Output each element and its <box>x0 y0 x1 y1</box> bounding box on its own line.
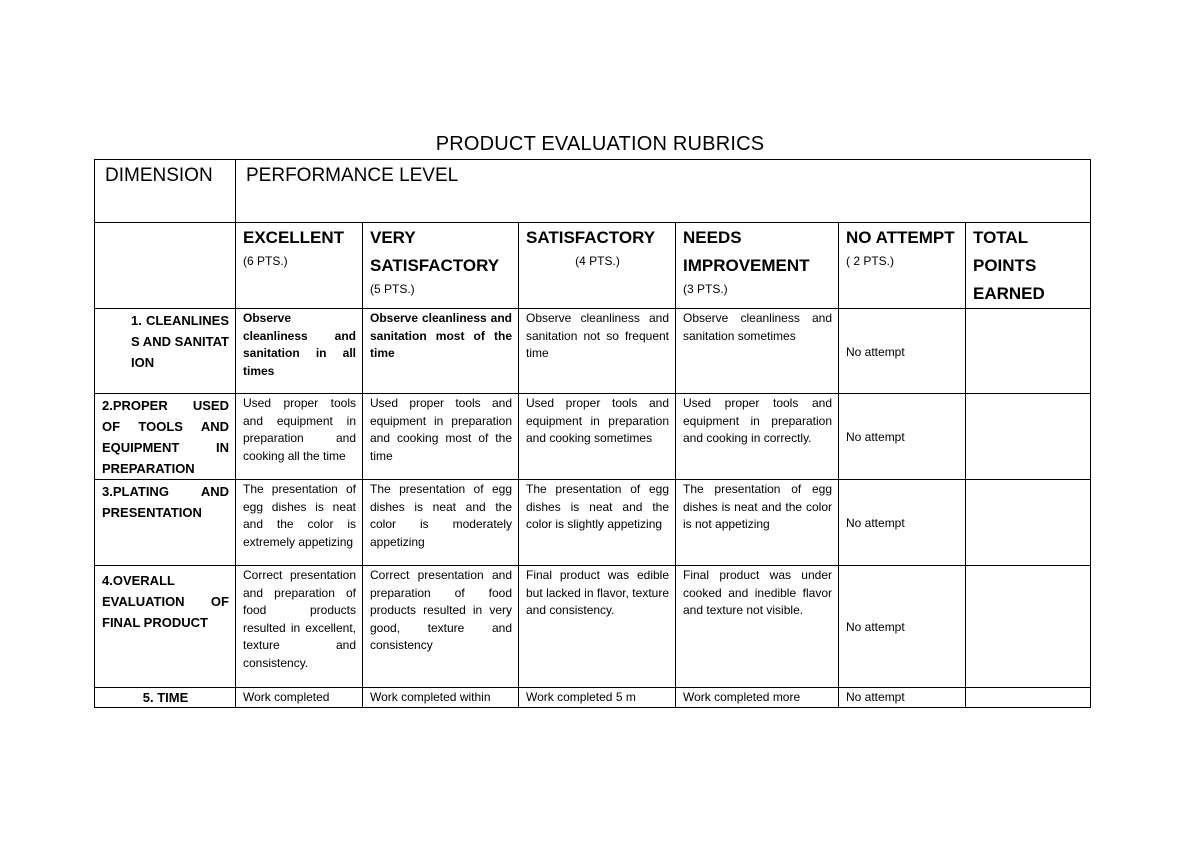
level-needs-improvement <box>676 223 839 309</box>
table-row <box>95 480 1091 566</box>
cell-satisfactory: Used proper tools and equipment in preparation and cooking sometimes <box>519 394 676 480</box>
levels-row <box>95 223 1091 309</box>
cell-needs-improvement: Observe cleanliness and sanitation sometimes <box>676 309 839 394</box>
cell-satisfactory: Observe cleanliness and sanitation not so frequent time <box>519 309 676 394</box>
cell-no-attempt: No attempt <box>839 394 966 480</box>
level-satisfactory <box>519 223 676 309</box>
header-row <box>95 160 1091 223</box>
cell-total <box>966 394 1091 480</box>
cell-no-attempt: No attempt <box>839 309 966 394</box>
cell-needs-improvement: Used proper tools and equipment in preparation and cooking in correctly. <box>676 394 839 480</box>
level-excellent <box>236 223 363 309</box>
cell-needs-improvement: Work completed more <box>676 688 839 708</box>
levels-blank-cell <box>95 223 236 309</box>
cell-needs-improvement: Final product was under cooked and inedible flavor and texture not visible. <box>676 566 839 688</box>
performance-level-label: PERFORMANCE LEVEL <box>246 165 459 186</box>
cell-excellent: Correct presentation and preparation of food products resulted in excellent, texture and consistency. <box>236 566 363 688</box>
table-row <box>95 394 1091 480</box>
level-label: SATISFACTORY <box>526 228 656 247</box>
cell-total <box>966 566 1091 688</box>
level-label: VERY SATISFACTORY <box>370 228 500 275</box>
cell-satisfactory: Work completed 5 m <box>519 688 676 708</box>
table-row <box>95 688 1091 708</box>
level-label: TOTAL POINTS EARNED <box>973 228 1045 303</box>
dimension-header <box>95 160 236 223</box>
cell-very-satisfactory: Work completed within <box>363 688 519 708</box>
cell-excellent: The presentation of egg dishes is neat and the color is extremely appetizing <box>236 480 363 566</box>
cell-very-satisfactory: Used proper tools and equipment in preparation and cooking most of the time <box>363 394 519 480</box>
cell-satisfactory: The presentation of egg dishes is neat and the color is slightly appetizing <box>519 480 676 566</box>
level-very-satisfactory <box>363 223 519 309</box>
level-label: NEEDS IMPROVEMENT <box>683 228 810 275</box>
cell-needs-improvement: The presentation of egg dishes is neat and the color is not appetizing <box>676 480 839 566</box>
cell-no-attempt: No attempt <box>839 566 966 688</box>
cell-very-satisfactory: Observe cleanliness and sanitation most of the time <box>363 309 519 394</box>
cell-excellent: Used proper tools and equipment in preparation and cooking all the time <box>236 394 363 480</box>
performance-level-header <box>236 160 1091 223</box>
cell-no-attempt: No attempt <box>839 480 966 566</box>
level-total-points <box>966 223 1091 309</box>
level-label: EXCELLENT <box>243 228 345 247</box>
rubric-table <box>94 159 1091 708</box>
row-dimension: 1. CLEANLINESS AND SANITATION <box>95 309 236 394</box>
level-points: (6 PTS.) <box>243 254 288 268</box>
row-dimension: 5. TIME <box>95 688 236 708</box>
cell-total <box>966 309 1091 394</box>
level-label: NO ATTEMPT <box>846 228 955 247</box>
cell-very-satisfactory: Correct presentation and preparation of food products resulted in very good, texture and consistency <box>363 566 519 688</box>
cell-very-satisfactory: The presentation of egg dishes is neat and the color is moderately appetizing <box>363 480 519 566</box>
cell-total <box>966 480 1091 566</box>
cell-total <box>966 688 1091 708</box>
level-points: ( 2 PTS.) <box>846 254 895 268</box>
cell-no-attempt: No attempt <box>839 688 966 708</box>
cell-excellent: Observe cleanliness and sanitation in all times <box>236 309 363 394</box>
row-dimension: 4.OVERALL EVALUATION OF FINAL PRODUCT <box>95 566 236 688</box>
cell-satisfactory: Final product was edible but lacked in flavor, texture and consistency. <box>519 566 676 688</box>
level-no-attempt <box>839 223 966 309</box>
level-points: (4 PTS.) <box>575 254 620 268</box>
level-points: (5 PTS.) <box>370 282 415 296</box>
cell-excellent: Work completed <box>236 688 363 708</box>
table-row <box>95 309 1091 394</box>
dimension-header-label: DIMENSION <box>105 165 213 186</box>
row-dimension: 3.PLATING AND PRESENTATION <box>95 480 236 566</box>
level-points: (3 PTS.) <box>683 282 728 296</box>
page-title: PRODUCT EVALUATION RUBRICS <box>435 133 765 155</box>
table-row <box>95 566 1091 688</box>
row-dimension: 2.PROPER USED OF TOOLS AND EQUIPMENT IN PREPARATION <box>95 394 236 480</box>
